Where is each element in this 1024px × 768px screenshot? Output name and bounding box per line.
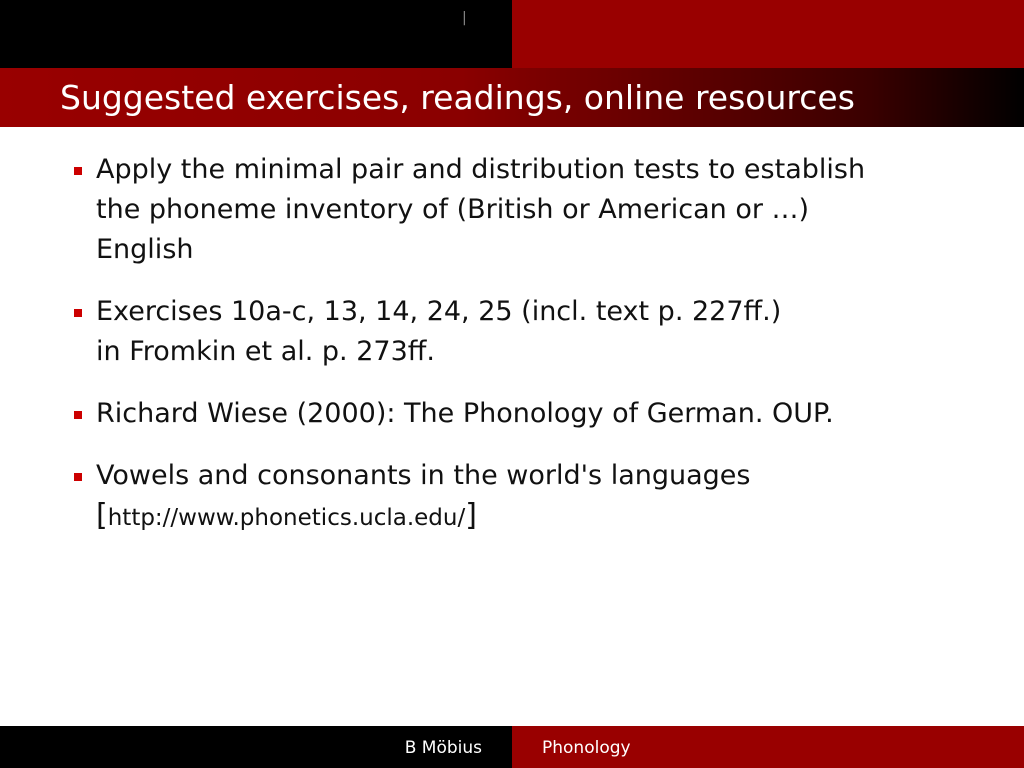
top-bar-right: [512, 0, 1024, 68]
square-bullet-icon: [74, 167, 82, 175]
footer-course: Phonology: [542, 738, 631, 758]
phonetics-ucla-link[interactable]: http://www.phonetics.ucla.edu/: [107, 505, 466, 531]
bullet-text-line: in Fromkin et al. p. 273ff.: [96, 336, 435, 367]
bullet-text-line: Richard Wiese (2000): The Phonology of German. OUP.: [96, 398, 834, 429]
footer: [0, 726, 1024, 768]
footer-right: [512, 726, 1024, 768]
square-bullet-icon: [74, 473, 82, 481]
square-bullet-icon: [74, 309, 82, 317]
title-bar: [0, 68, 1024, 127]
bullet-text-line: the phoneme inventory of (British or American or …): [96, 194, 810, 225]
bullet-text-line: Vowels and consonants in the world's languages: [96, 460, 751, 491]
top-bar: [0, 0, 1024, 68]
bullet-list: [70, 150, 970, 560]
bullet-text-line: English: [96, 234, 194, 265]
bullet-text-line: Apply the minimal pair and distribution tests to establish: [96, 154, 866, 185]
bullet-item-online-resource: [70, 456, 970, 538]
open-bracket: [: [96, 498, 108, 533]
close-bracket: ]: [465, 498, 477, 533]
bullet-link-line: [96, 496, 970, 538]
footer-left: [0, 726, 512, 768]
top-bar-left: [0, 0, 512, 68]
top-marker: |: [462, 10, 467, 26]
bullet-text-line: Exercises 10a-c, 13, 14, 24, 25 (incl. text p. 227ff.): [96, 296, 782, 327]
footer-author: B Möbius: [404, 738, 482, 758]
square-bullet-icon: [74, 411, 82, 419]
bullet-item-exercise-phonemes: [70, 150, 970, 270]
slide-title: Suggested exercises, readings, online resources: [60, 78, 855, 117]
bullet-item-wiese-reading: [70, 394, 970, 434]
bullet-item-fromkin-exercises: [70, 292, 970, 372]
